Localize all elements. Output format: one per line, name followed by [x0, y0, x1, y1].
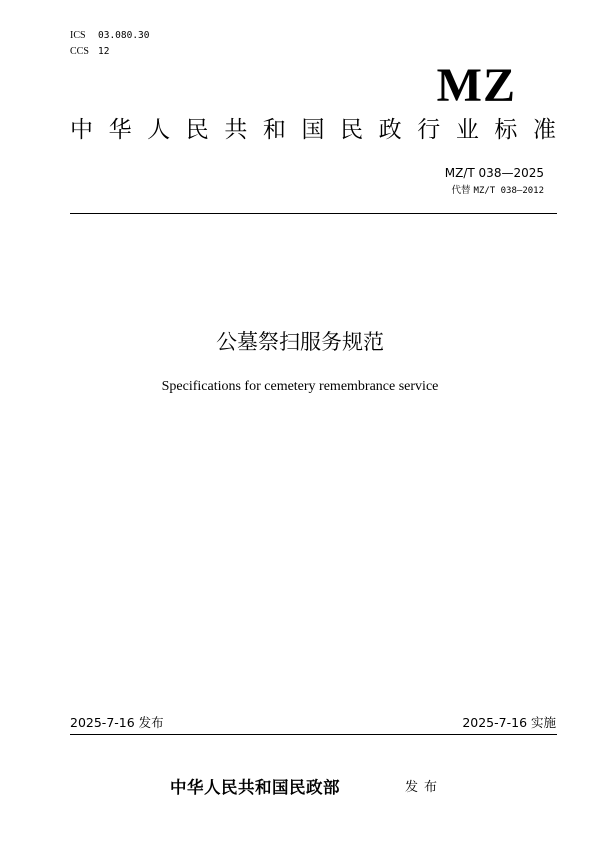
ics-label: ICS [70, 30, 86, 41]
document-title-english: Specifications for cemetery remembrance service [161, 379, 439, 394]
ccs-label: CCS [70, 46, 89, 57]
issue-label: 发布 [405, 780, 444, 795]
footer-divider [70, 734, 557, 735]
issuing-authority: 中华人民共和国民政部 [170, 778, 340, 797]
header-divider [70, 213, 557, 214]
standard-number: MZ/T 038—2025 [444, 166, 544, 180]
ccs-code [70, 46, 109, 58]
replaces-value: MZ/T 038—2012 [473, 186, 544, 196]
mz-logo: MZ [436, 59, 516, 112]
replaces-note [452, 185, 545, 197]
ics-code [70, 30, 149, 42]
replaces-label: 代替 [451, 185, 471, 196]
issue-date: 2025-7-16 发布 [70, 715, 164, 730]
document-title-chinese: 公墓祭扫服务规范 [216, 330, 384, 354]
ccs-value: 12 [98, 46, 110, 57]
ics-value: 03.080.30 [98, 30, 150, 41]
standard-type-heading: 中华人民共和国民政行业标准 [70, 117, 556, 143]
implementation-date: 2025-7-16 实施 [462, 715, 556, 730]
